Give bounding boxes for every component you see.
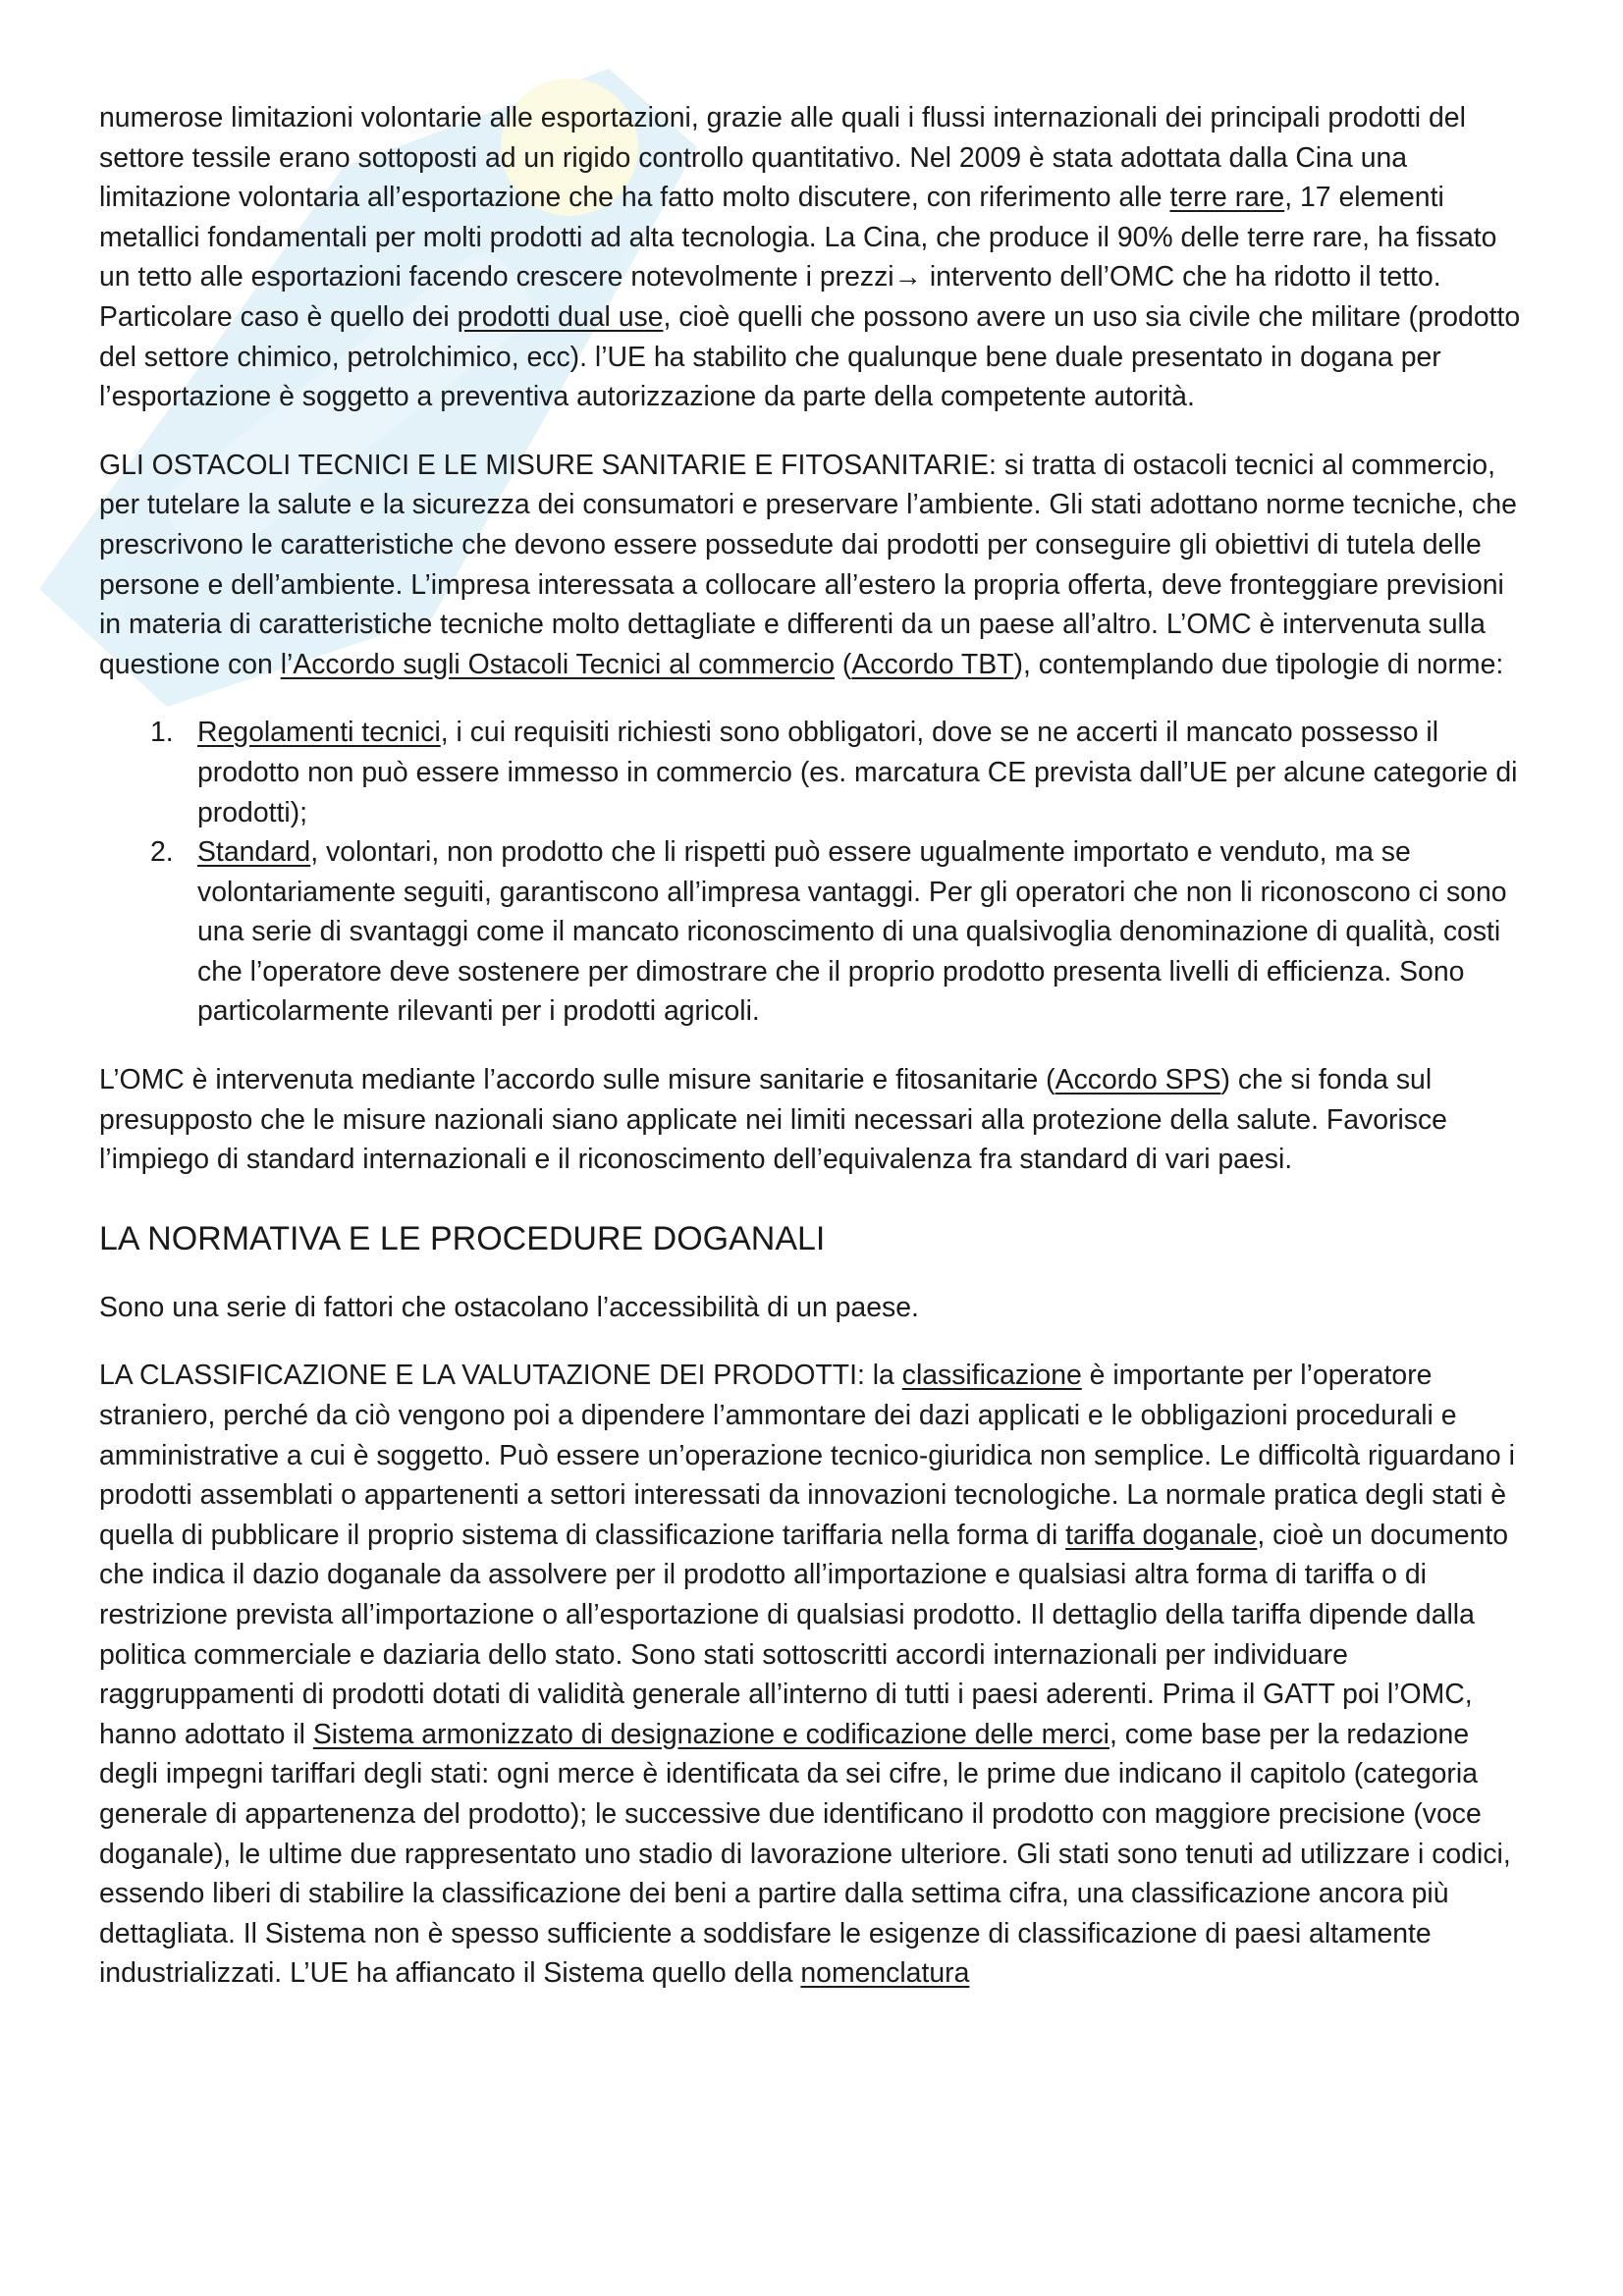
term-terre-rare: terre rare bbox=[1169, 182, 1285, 214]
term-dual-use: prodotti dual use bbox=[457, 300, 664, 333]
list-number: 2. bbox=[150, 836, 174, 869]
term-tariffa-doganale: tariffa doganale bbox=[1065, 1519, 1258, 1551]
arrow-right-icon: → bbox=[893, 261, 922, 294]
term-sistema-armonizzato: Sistema armonizzato di designazione e codificazione delle merci bbox=[312, 1718, 1109, 1750]
list-number: 1. bbox=[150, 717, 174, 749]
term-classificazione: classificazione bbox=[901, 1360, 1082, 1392]
paragraph-classification: LA CLASSIFICAZIONE E LA VALUTAZIONE DEI PRODOTTI: la classificazione è importante per l’operatore straniero, perché da ciò vengono poi a dipendere l’ammontare dei dazi applicati e le obbligazioni procedurali e amministrative a cui è soggetto. Può essere un’operazione tecnico-giuridica non semplice. Le difficoltà riguardano i prodotti assemblati o appartenenti a settori interessati da innovazioni tecnologiche. La normale pratica degli stati è quella di pubblicare il proprio sistema di classificazione tariffaria nella forma di tariffa doganale, cioè un documento che indica il dazio doganale da assolvere per il prodotto all’importazione e qualsiasi altra forma di tariffa o di restrizione prevista all’importazione o all’esportazione di qualsiasi prodotto. Il dettaglio della tariffa dipende dalla politica commerciale e daziaria dello stato. Sono stati sottoscritti accordi internazionali per individuare raggruppamenti di prodotti dotati di validità generale all’interno di tutti i paesi aderenti. Prima il GATT poi l’OMC, hanno adottato il Sistema armonizzato di designazione e codificazione delle merci, come base per la redazione degli impegni tariffari degli stati: ogni merce è identificata da sei cifre, le prime due indicano il capitolo (categoria generale di appartenenza del prodotto); le successive due identificano il prodotto con maggiore precisione (voce doganale), le ultime due rappresentato uno stadio di lavorazione ulteriore. Gli stati sono tenuti ad utilizzare i codici, essendo liberi di stabilire la classificazione dei beni a partire dalla settima cifra, una classificazione ancora più dettagliata. Il Sistema non è spesso sufficiente a soddisfare le esigenze di classificazione di paesi altamente industrializzati. L’UE ha affiancato il Sistema quello della nomenclatura bbox=[99, 1360, 1515, 1990]
term-accordo-ostacoli-tecnici: l’Accordo sugli Ostacoli Tecnici al commercio bbox=[280, 648, 836, 680]
paragraph-export-limitations: numerose limitazioni volontarie alle esportazioni, grazie alle quali i flussi internazionali dei principali prodotti del settore tessile erano sottoposti ad un rigido controllo quantitativo. Nel 2009 è stata adottata dalla Cina una limitazione volontaria all’esportazione che ha fatto molto discutere, con riferimento alle terre rare, 17 elementi metallici fondamentali per molti prodotti ad alta tecnologia. La Cina, che produce il 90% delle terre rare, ha fissato un tetto alle esportazioni facendo crescere notevolmente i prezzi→ intervento dell’OMC che ha ridotto il tetto. Particolare caso è quello dei prodotti dual use, cioè quelli che possono avere un uso sia civile che militare (prodotto del settore chimico, petrolchimico, ecc). l’UE ha stabilito che qualunque bene duale presentato in dogana per l’esportazione è soggetto a preventiva autorizzazione da parte della competente autorità. bbox=[99, 102, 1521, 413]
term-accordo-sps: Accordo SPS bbox=[1055, 1064, 1221, 1096]
paragraph-sps-agreement: L’OMC è intervenuta mediante l’accordo sulle misure sanitarie e fitosanitarie (Accordo SPS) che si fonda sul presupposto che le misure nazionali siano applicate nei limiti necessari alla protezione della salute. Favorisce l’impiego di standard internazionali e il riconoscimento dell’equivalenza fra standard di vari paesi. bbox=[99, 1064, 1447, 1176]
document-page bbox=[99, 98, 1533, 2022]
list-item: 1. Regolamenti tecnici, i cui requisiti richiesti sono obbligatori, dove se ne accerti il mancato possesso il prodotto non può essere immesso in commercio (es. marcatura CE prevista dall’UE per alcune categorie di prodotti); bbox=[197, 713, 1533, 832]
term-nomenclatura: nomenclatura bbox=[800, 1957, 970, 1990]
term-accordo-tbt: Accordo TBT bbox=[851, 648, 1014, 680]
paragraph-intro: Sono una serie di fattori che ostacolano l’accessibilità di un paese. bbox=[99, 1291, 919, 1323]
term-standard: Standard bbox=[197, 836, 311, 869]
list-item: 2. Standard, volontari, non prodotto che li rispetti può essere ugualmente importato e venduto, ma se volontariamente seguiti, garantiscono all’impresa vantaggi. Per gli operatori che non li riconoscono ci sono una serie di svantaggi come il mancato riconoscimento di una qualsivoglia denominazione di qualità, costi che l’operatore deve sostenere per dimostrare che il proprio prodotto presenta livelli di efficienza. Sono particolarmente rilevanti per i prodotti agricoli. bbox=[197, 832, 1533, 1032]
paragraph-technical-obstacles: GLI OSTACOLI TECNICI E LE MISURE SANITARIE E FITOSANITARIE: si tratta di ostacoli tecnici al commercio, per tutelare la salute e la sicurezza dei consumatori e preservare l’ambiente. Gli stati adottano norme tecniche, che prescrivono le caratteristiche che devono essere possedute dai prodotti per conseguire gli obiettivi di tutela delle persone e dell’ambiente. L’impresa interessata a collocare all’estero la propria offerta, deve fronteggiare previsioni in materia di caratteristiche tecniche molto dettagliate e differenti da un paese all’altro. L’OMC è intervenuta sulla questione con l’Accordo sugli Ostacoli Tecnici al commercio (Accordo TBT), contemplando due tipologie di norme: bbox=[99, 449, 1517, 680]
section-heading: LA NORMATIVA E LE PROCEDURE DOGANALI bbox=[99, 1219, 826, 1257]
norm-types-list bbox=[99, 713, 1533, 1032]
term-regolamenti-tecnici: Regolamenti tecnici bbox=[197, 717, 441, 749]
